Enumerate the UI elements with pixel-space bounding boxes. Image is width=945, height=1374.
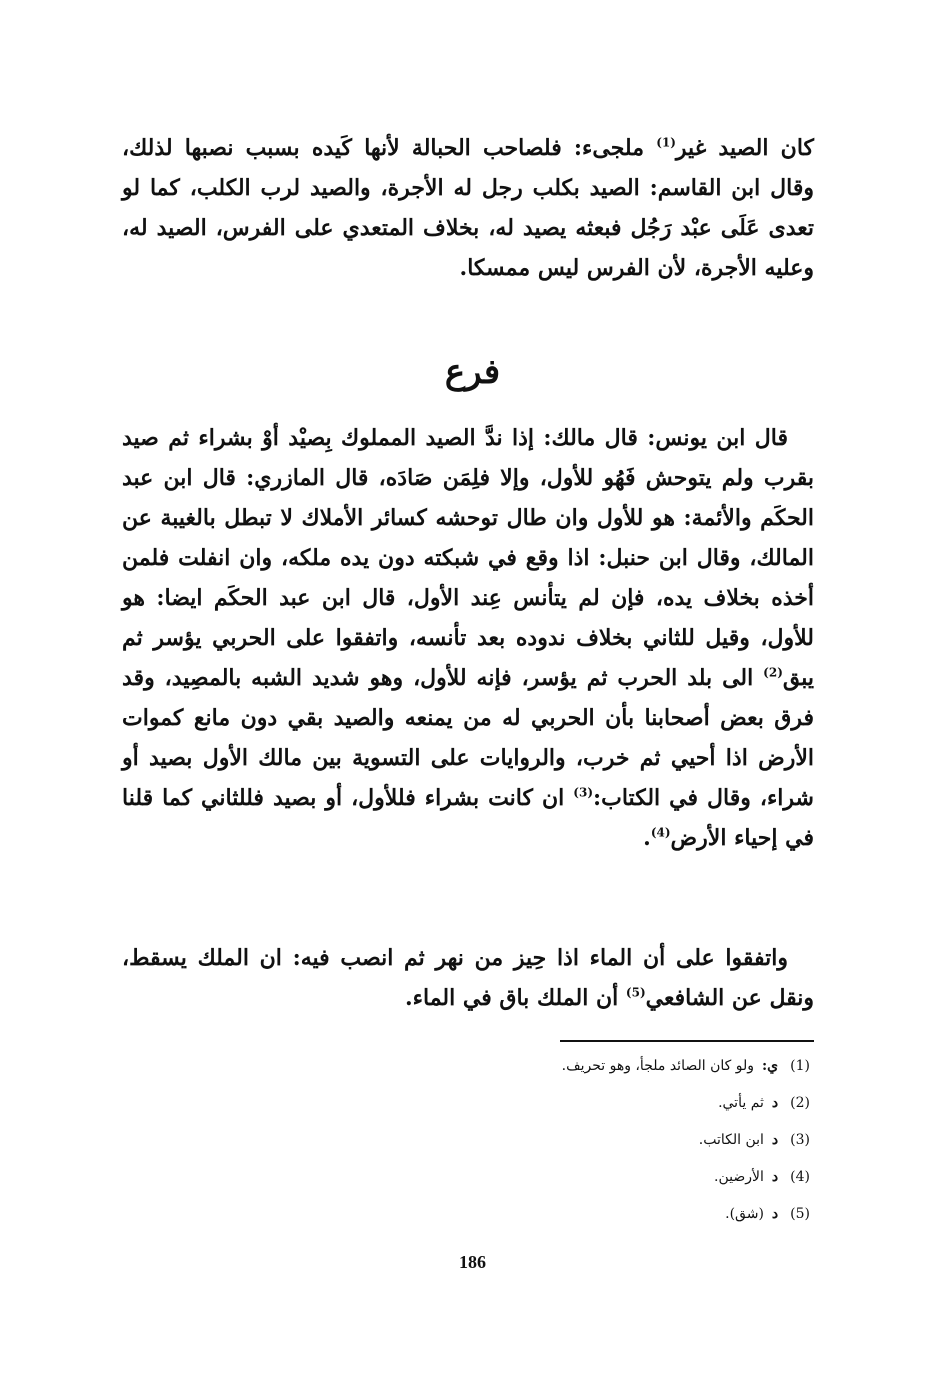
footnote-ref-5: (5) [625, 985, 646, 1000]
paragraph-3-text-b: أن الملك باق في الماء. [405, 985, 626, 1011]
footnote-sigla: د [771, 1132, 779, 1148]
footnote-number: (2) [790, 1095, 810, 1111]
footnote-number: (3) [790, 1132, 810, 1148]
footnote-ref-1: (1) [656, 135, 676, 150]
paragraph-1-text-a: كان الصيد غير [675, 135, 814, 161]
footnote-text: ابن الكاتب. [698, 1132, 764, 1148]
paragraph-1 [122, 128, 814, 288]
footnote-number: (4) [790, 1169, 810, 1185]
footnote-sigla: د [771, 1169, 779, 1185]
footnotes-list [300, 1048, 810, 1233]
paragraph-2 [122, 418, 814, 858]
footnote-text: ولو كان الصائد ملجأ، وهو تحريف. [561, 1058, 754, 1074]
footnote-number: (5) [790, 1206, 810, 1222]
section-heading: فرع [444, 352, 501, 392]
paragraph-2-text-a: قال ابن يونس: قال مالك: إذا ندَّ الصيد المملوك بِصيْد أوْ بشراء ثم صيد بقرب ولم يتوحش فَهُو للأول، وإلا فلِمَن صَادَه، قال المازري: قال ابن عبد الحكَم والأئمة: هو للأول وان طال توحشه كسائر الأملاك لا تبطل بالغيبة عن المالك، وقال ابن حنبل: اذا وقع في شبكته دون يده ملكه، وان انفلت فلمن أخذه بخلاف يده، فإن لم يتأنس عِند الأول، قال ابن عبد الحكَم ايضا: هو للأول، وقيل للثاني بخلاف ندوده بعد تأنسه، واتفقوا على الحربي يؤسر ثم يبق [122, 425, 814, 691]
footnote-ref-4: (4) [650, 825, 671, 840]
footnote-text: الأرضين. [714, 1169, 764, 1185]
paragraph-2-text-b: الى بلد الحرب ثم يؤسر، فإنه للأول، وهو شديد الشبه بالمصِيد، وقد فرق بعض أصحابنا بأن الحربي له من يمنعه والصيد بقي دون مانع كموات الأرض اذا أحيي ثم خرب، والروايات على التسوية بين مالك الأول بصيد أو شراء، وقال في [122, 665, 814, 811]
footnote-number: (1) [790, 1058, 810, 1074]
footnote-item [300, 1196, 810, 1233]
footnote-ref-3: (3) [573, 785, 594, 800]
footnote-text: (شق). [725, 1206, 764, 1222]
kitab-term: الكتاب: [593, 785, 661, 811]
footnote-item [300, 1122, 810, 1159]
footnote-sigla: د [771, 1095, 779, 1111]
footnote-item [300, 1048, 810, 1085]
footnote-sigla: ي: [762, 1058, 779, 1074]
footnote-item [300, 1085, 810, 1122]
paragraph-2-text-c: ان كانت بشراء فللأول، أو بصيد فللثاني كما قلنا في إحياء الأرض [122, 785, 814, 851]
paragraph-3-text-a: واتفقوا على أن الماء اذا حِيز من نهر ثم انصب فيه: ان الملك يسقط، ونقل عن الشافعي [122, 945, 814, 1011]
paragraph-2-text-d: . [643, 825, 651, 851]
footnote-item [300, 1159, 810, 1196]
footnote-sigla: د [771, 1206, 779, 1222]
footnote-divider [560, 1040, 814, 1042]
footnote-ref-2: (2) [763, 665, 783, 680]
footnote-text: ثم يأتي. [718, 1095, 764, 1111]
paragraph-1-text-b: ملجىء: فلصاحب الحبالة لأنها كَيده بسبب نصبها لذلك، وقال ابن القاسم: الصيد بكلب رجل له الأجرة، والصيد لرب الكلب، كما لو تعدى عَلَى عبْد رَجُل فبعثه يصيد له، بخلاف المتعدي على الفرس، الصيد له، وعليه الأجرة، لأن الفرس ليس ممسكا. [122, 135, 814, 281]
page-number: 186 [459, 1252, 486, 1272]
paragraph-3 [122, 938, 814, 1018]
